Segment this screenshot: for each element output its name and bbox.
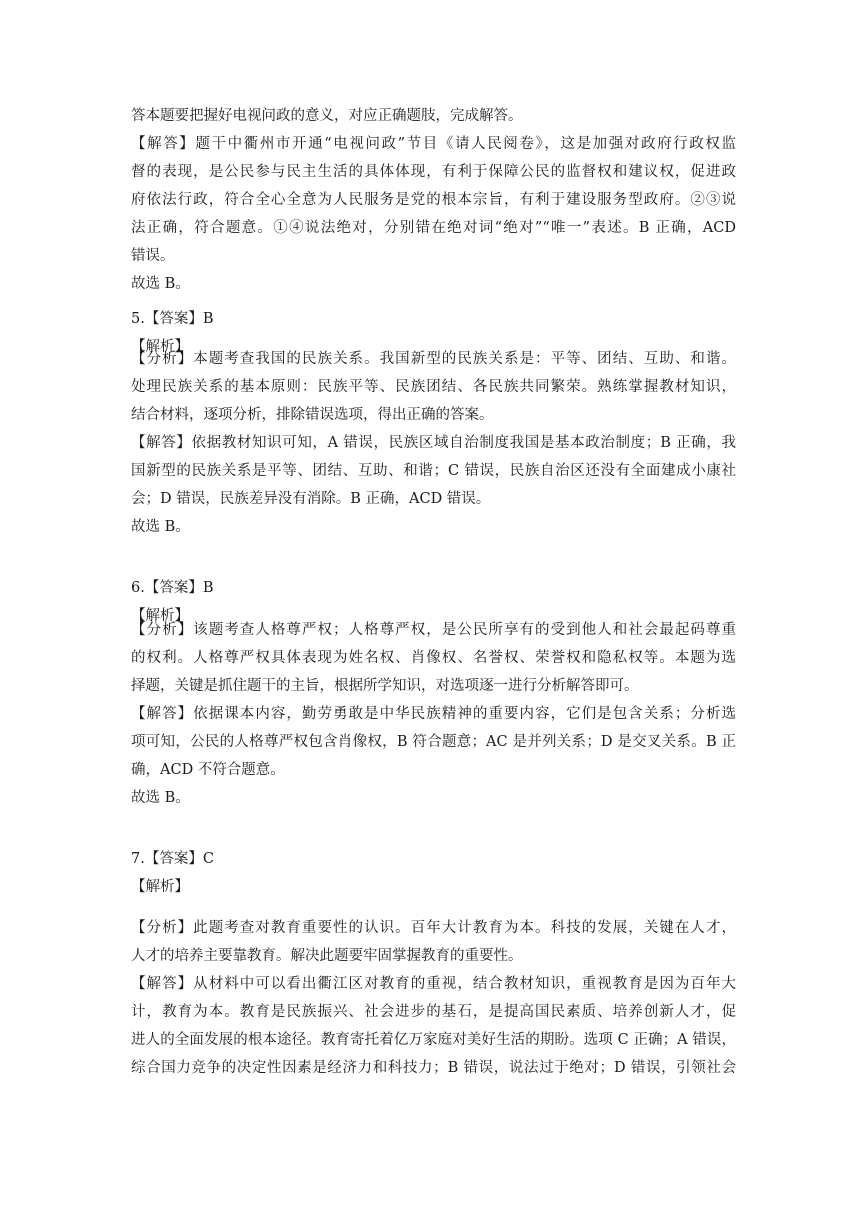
text-line: 【解答】依据教材知识可知，A 错误，民族区域自治制度我国是基本政治制度；B 正确，我 xyxy=(131,435,736,451)
text-line: 【分析】该题考查人格尊严权；人格尊严权，是公民所享有的受到他人和社会最起码尊重 xyxy=(131,622,736,638)
text-line: 综合国力竞争的决定性因素是经济力和科技力；B 错误，说法过于绝对；D 错误，引领社会 xyxy=(131,1060,736,1076)
q4-explanation xyxy=(131,102,736,298)
text-line: 故选 B。 xyxy=(131,519,190,535)
text-line: 故选 B。 xyxy=(131,790,190,806)
q6-explanation xyxy=(131,616,736,812)
text-line: 府依法行政，符合全心全意为人民服务是党的根本宗旨，有利于建设服务型政府。②③说 xyxy=(131,192,736,208)
q5-explanation xyxy=(131,345,736,541)
text-line: 【解答】依据课本内容，勤劳勇敢是中华民族精神的重要内容，它们是包含关系；分析选 xyxy=(131,706,736,722)
answer-heading: 5.【答案】B xyxy=(131,311,214,327)
analysis-label: 【解析】 xyxy=(131,339,189,355)
answer-heading: 7.【答案】C xyxy=(131,851,214,867)
text-line: 的权利。人格尊严权具体表现为姓名权、肖像权、名誉权、荣誉权和隐私权等。本题为选 xyxy=(131,650,736,666)
text-line: 【解答】从材料中可以看出衢江区对教育的重视，结合教材知识，重视教育是因为百年大 xyxy=(131,976,736,992)
text-line: 择题，关键是抓住题干的主旨，根据所学知识，对选项逐一进行分析解答即可。 xyxy=(131,678,639,694)
text-line: 进人的全面发展的根本途径。教育寄托着亿万家庭对美好生活的期盼。选项 C 正确；A 错误， xyxy=(131,1032,736,1048)
text-line: 计，教育为本。教育是民族振兴、社会进步的基石，是提高国民素质、培养创新人才，促 xyxy=(131,1004,736,1020)
q7-explanation xyxy=(131,914,736,1082)
text-line: 错误。 xyxy=(131,248,175,264)
text-line: 确，ACD 不符合题意。 xyxy=(131,762,285,778)
analysis-label: 【解析】 xyxy=(131,879,189,895)
text-line: 【解答】题干中衢州市开通“电视问政”节目《请人民阅卷》，这是加强对政府行政权监 xyxy=(131,136,736,152)
answer-heading: 6.【答案】B xyxy=(131,580,214,596)
q7-section xyxy=(131,845,736,901)
text-line: 【分析】本题考查我国的民族关系。我国新型的民族关系是：平等、团结、互助、和谐。 xyxy=(131,351,736,367)
text-line: 项可知，公民的人格尊严权包含肖像权，B 符合题意；AC 是并列关系；D 是交叉关系。B 正 xyxy=(131,734,736,750)
analysis-label: 【解析】 xyxy=(131,608,189,624)
text-line: 法正确，符合题意。①④说法绝对，分别错在绝对词“绝对”“唯一”表述。B 正确，ACD xyxy=(131,220,736,236)
text-line: 结合材料，逐项分析，排除错误选项，得出正确的答案。 xyxy=(131,407,494,423)
text-line: 会；D 错误，民族差异没有消除。B 正确，ACD 错误。 xyxy=(131,491,491,507)
text-line: 【分析】此题考查对教育重要性的认识。百年大计教育为本。科技的发展，关键在人才， xyxy=(131,920,736,936)
text-line: 国新型的民族关系是平等、团结、互助、和谐；C 错误，民族自治区还没有全面建成小康社 xyxy=(131,463,736,479)
text-line: 督的表现，是公民参与民主生活的具体体现，有利于保障公民的监督权和建议权，促进政 xyxy=(131,164,736,180)
text-line: 答本题要把握好电视问政的意义，对应正确题肢，完成解答。 xyxy=(131,108,523,124)
text-line: 处理民族关系的基本原则：民族平等、民族团结、各民族共同繁荣。熟练掌握教材知识， xyxy=(131,379,736,395)
text-line: 故选 B。 xyxy=(131,276,190,292)
text-line: 人才的培养主要靠教育。解决此题要牢固掌握教育的重要性。 xyxy=(131,948,523,964)
